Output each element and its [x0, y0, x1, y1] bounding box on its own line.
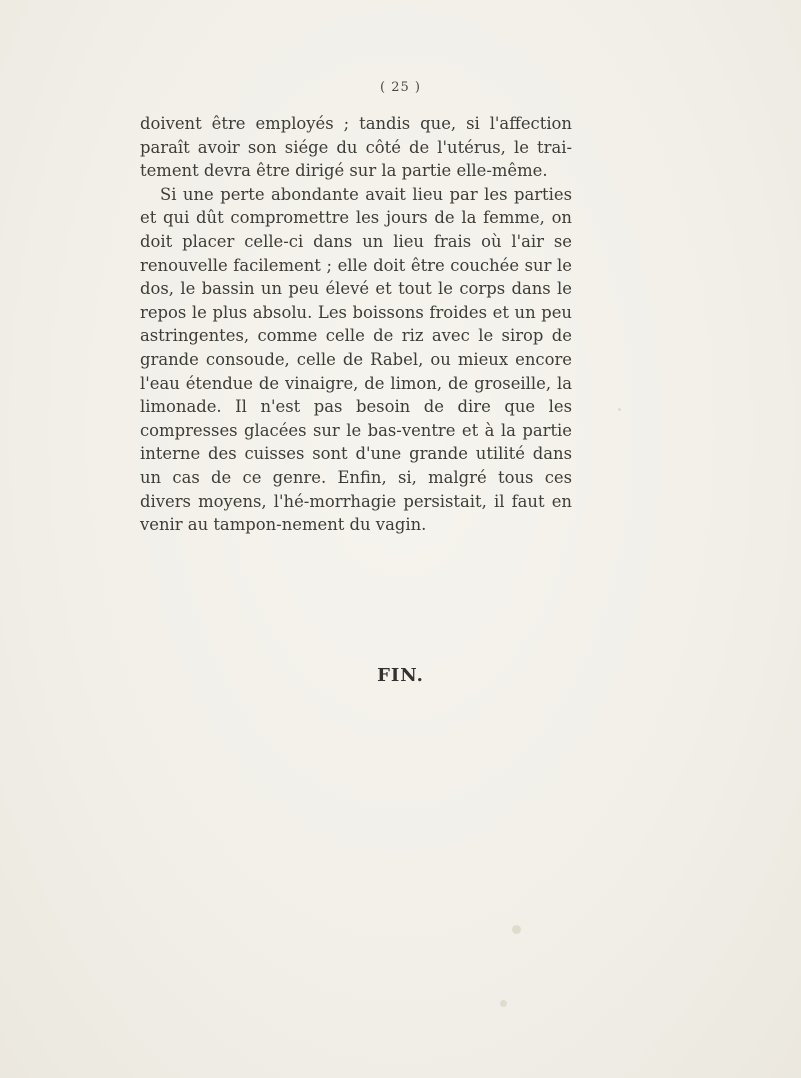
paper-stain	[512, 925, 521, 934]
paper-stain	[500, 1000, 507, 1007]
paragraph-2: Si une perte abondante avait lieu par les parties et qui dût compromettre les jours de la femme, on doit placer celle-ci dans un lieu frais où l'air se renouvelle facilement ; elle doit être couchée sur le dos, le bassin un peu élevé et tout le corps dans le repos le plus absolu. Les boissons froides et un peu astringentes, comme celle de riz avec le sirop de grande consoude, celle de Rabel, ou mieux encore l'eau étendue de vinaigre, de limon, de groseille, la limonade. Il n'est pas besoin de dire que les compresses glacées sur le bas-ventre et à la partie interne des cuisses sont d'une grande utilité dans un cas de ce genre. Enfin, si, malgré tous ces divers moyens, l'hé-morrhagie persistait, il faut en venir au tampon-nement du vagin.	[140, 184, 572, 535]
page-number: ( 25 )	[380, 80, 421, 95]
end-mark: FIN.	[377, 665, 424, 686]
body-text	[140, 112, 572, 537]
paragraph-1: doivent être employés ; tandis que, si l'affection paraît avoir son siége du côté de l'utérus, le trai-tement devra être dirigé sur la partie elle-même.	[140, 114, 572, 181]
paper-stain	[618, 408, 621, 411]
